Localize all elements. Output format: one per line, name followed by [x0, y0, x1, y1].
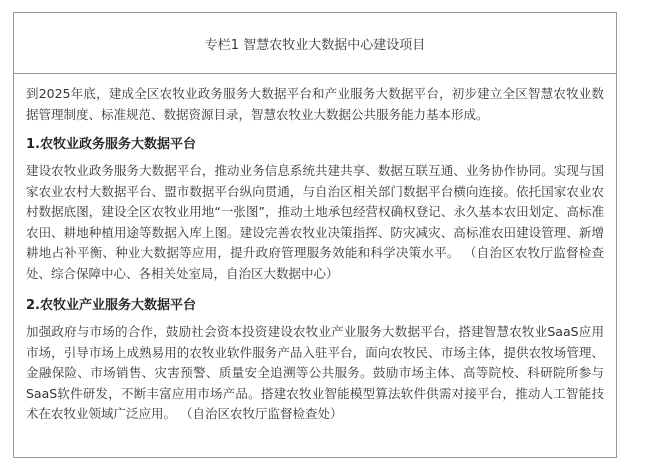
column-title: 专栏1 智慧农牧业大数据中心建设项目 — [204, 37, 426, 53]
section-heading-government: 1.农牧业政务服务大数据平台 — [26, 137, 196, 152]
project-column-box — [13, 12, 617, 458]
section-body-industry: 加强政府与市场的合作，鼓励社会资本投资建设农牧业产业服务大数据平台，搭建智慧农牧业SaaS应用市场，引导市场上成熟易用的农牧业软件服务产品入驻平台，面向农牧民、市场主体，提供农牧场管理、金融保险、市场销售、灾害预警、质量安全追溯等公共服务。鼓励市场主体、高等院校、科研院所参与SaaS软件研发，不断丰富应用市场产品。搭建农牧业智能模型算法软件供需对接平台，推动人工智能技术在农牧业领域广泛应用。 （自治区农牧厅监督检查处） — [26, 324, 604, 421]
column-content — [14, 74, 616, 425]
section-heading-industry: 2.农牧业产业服务大数据平台 — [26, 298, 196, 313]
section-body-government: 建设农牧业政务服务大数据平台，推动业务信息系统共建共享、数据互联互通、业务协作协同。实现与国家农业农村大数据平台、盟市数据平台纵向贯通，与自治区相关部门数据平台横向连接。依托国家农业农村数据底图，建设全区农牧业用地“一张图”，推动土地承包经营权确权登记、永久基本农田划定、高标准农田、耕地种植用途等数据入库上图。建设完善农牧业决策指挥、防灾减灾、高标准农田建设管理、新增耕地占补平衡、种业大数据等应用，提升政府管理服务效能和科学决策水平。 （自治区农牧厅监督检查处、综合保障中心、各相关处室局，自治区大数据中心） — [26, 163, 604, 281]
column-title-row — [14, 13, 616, 74]
intro-paragraph: 到2025年底，建成全区农牧业政务服务大数据平台和产业服务大数据平台，初步建立全区智慧农牧业数据管理制度、标准规范、数据资源目录，智慧农牧业大数据公共服务能力基本形成。 — [26, 86, 604, 122]
